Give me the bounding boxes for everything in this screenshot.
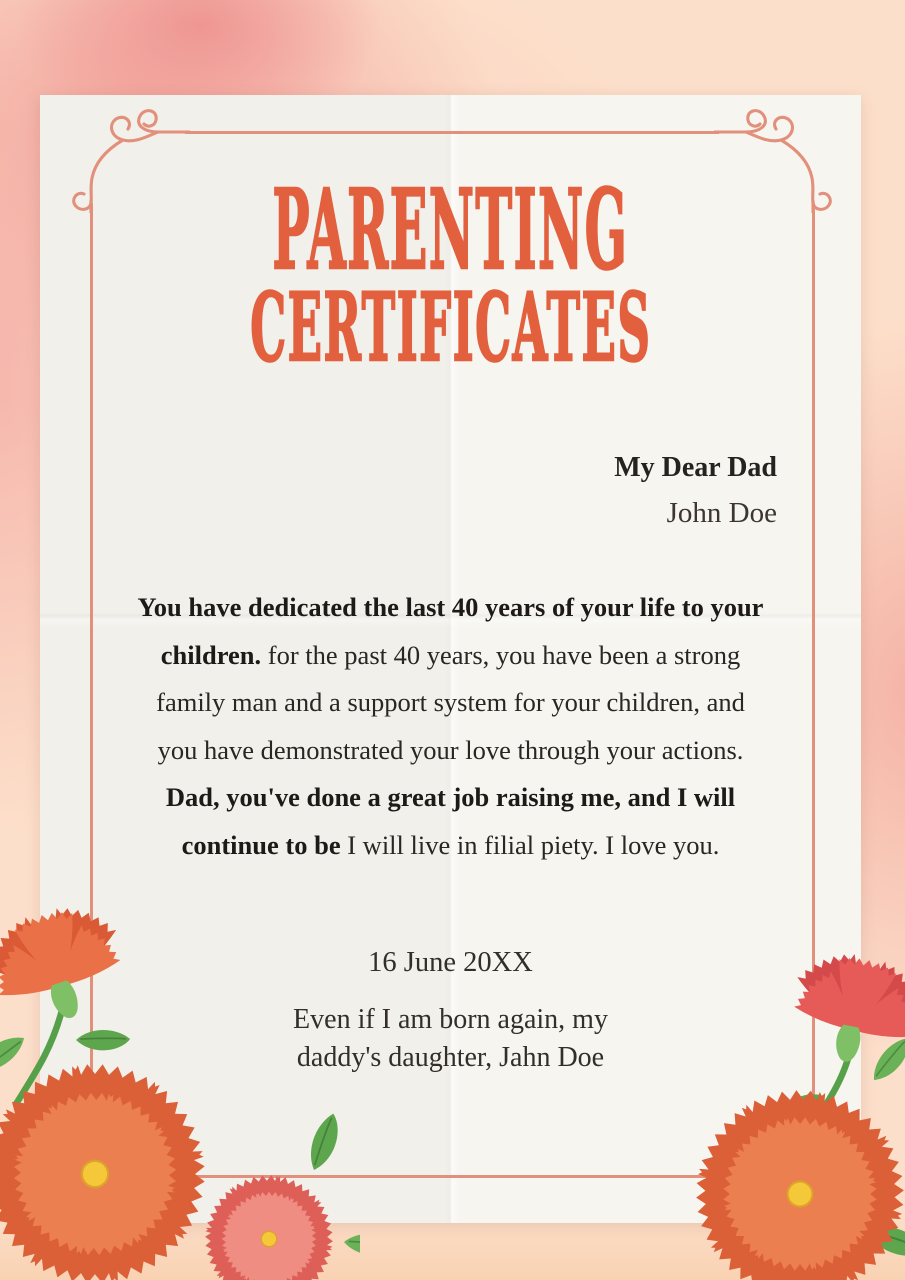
recipient-name: John Doe [666, 497, 777, 529]
body-text-segment: continue to be [181, 829, 341, 860]
body-text-segment: for the past 40 years, you have been a strong [261, 639, 741, 670]
leaf-icon [75, 1022, 131, 1057]
body-text-line [40, 727, 861, 775]
title-text: CERTIFICATES [249, 273, 652, 383]
carnation-bud-icon [0, 898, 140, 1038]
carnation-flower-icon [191, 1161, 346, 1280]
body-text-line [40, 584, 861, 632]
closing-line-2: daddy's daughter, Jahn Doe [296, 1042, 605, 1073]
body-text-segment: You have dedicated the last 40 years of your life to your [137, 592, 764, 622]
leaf-icon [342, 1224, 360, 1265]
leaf-icon [863, 1035, 905, 1083]
body-text-segment: I will live in filial piety. I love you. [340, 829, 720, 860]
recipient-salutation: My Dear Dad [614, 452, 777, 483]
leaf-icon [0, 1034, 31, 1075]
closing-line-1: Even if I am born again, my [293, 1004, 608, 1035]
leaf-icon [297, 1112, 350, 1173]
certificate-title-line2 [40, 273, 861, 383]
title-text: PARENTING [272, 165, 629, 294]
body-text-line [40, 822, 861, 870]
frame-line-top [185, 131, 719, 134]
body-text-line [40, 774, 861, 822]
body-text-segment: Dad, you've done a great job raising me, and I will [165, 782, 736, 812]
carnation-cluster-left [0, 898, 360, 1280]
certificate-title-line1 [40, 165, 861, 294]
certificate-date: 16 June 20XX [368, 947, 533, 978]
body-text-segment: children. [160, 639, 262, 670]
carnation-flower-icon [680, 1074, 905, 1280]
body-text-line [40, 679, 861, 727]
carnation-cluster-right [652, 938, 905, 1280]
body-text-segment: family man and a support system for your children, and [156, 687, 745, 717]
message-body [40, 584, 861, 869]
greeting-block [614, 451, 777, 530]
body-text-segment: you have demonstrated your love through your actions. [157, 734, 744, 765]
body-text-line [40, 632, 861, 680]
